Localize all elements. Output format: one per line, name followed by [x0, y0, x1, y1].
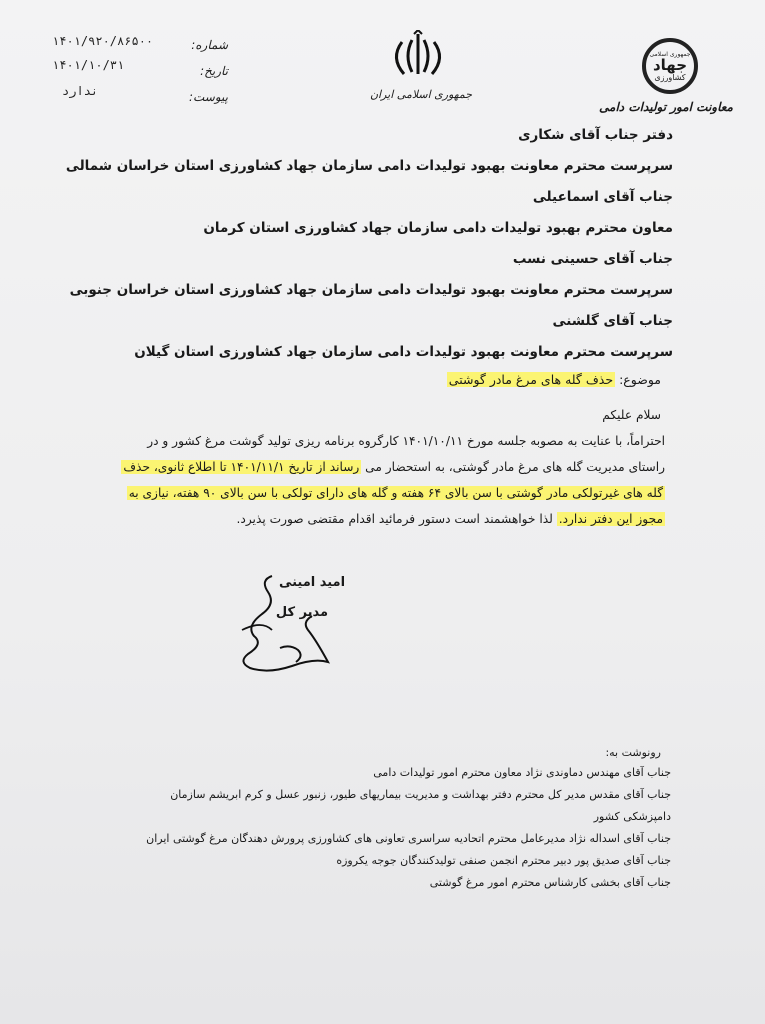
- cc-line: جناب آقای صدیق پور دبیر محترم انجمن صنفی تولیدکنندگان جوجه یکروزه: [336, 854, 671, 867]
- cc-heading: رونوشت به:: [605, 746, 661, 759]
- logo-top-text: جمهوری اسلامی: [649, 50, 691, 58]
- cc-line: جناب آقای مقدس مدیر کل محترم دفتر بهداشت و مدیریت بیماریهای طیور، زنبور عسل و کرم ابریشم سازمان: [170, 788, 671, 801]
- letter-number-label: شماره:: [191, 38, 228, 52]
- addressee-line: جناب آقای گلشنی: [552, 313, 673, 329]
- logo-text: جهاد: [652, 55, 688, 74]
- body-highlight: مجوز این دفتر ندارد.: [558, 512, 663, 526]
- signer-title: مدیر کل: [275, 605, 329, 620]
- addressee-block: [53, 120, 673, 368]
- letter-date-label: تاریخ:: [200, 64, 228, 78]
- salutation: سلام علیکم: [602, 408, 661, 422]
- addressee-line: دفتر جناب آقای شکاری: [518, 127, 673, 143]
- addressee-line: سرپرست محترم معاونت بهبود تولیدات دامی سازمان جهاد کشاورزی استان گیلان: [134, 344, 673, 360]
- addressee-line: جناب آقای حسینی نسب: [512, 251, 673, 267]
- subject-label: موضوع:: [619, 372, 661, 387]
- letter-number-value: ۱۴۰۱/۹۲۰/۸۶۵۰۰: [52, 34, 154, 48]
- subject-text: حذف گله های مرغ مادر گوشتی: [448, 372, 614, 387]
- body-line: [65, 480, 665, 506]
- body-text: لذا خواهشمند است دستور فرمائید اقدام مقتضی صورت پذیرد.: [236, 512, 553, 526]
- body-highlight: رساند از تاریخ ۱۴۰۱/۱۱/۱ تا اطلاع ثانوی، حذف: [123, 460, 360, 474]
- body-line: احتراماً، با عنایت به مصوبه جلسه مورخ ۱۴۰۱/۱۰/۱۱ کارگروه برنامه ریزی تولید گوشت مرغ کشور و در: [147, 434, 665, 448]
- signer-name: امید امینی: [278, 575, 346, 590]
- emblem-caption: جمهوری اسلامی ایران: [369, 88, 473, 101]
- letter-attachment-value: ندارد: [62, 84, 99, 98]
- addressee-line: معاون محترم بهبود تولیدات دامی سازمان جهاد کشاورزی استان کرمان: [203, 220, 673, 236]
- cc-line: جناب آقای بخشی کارشناس محترم امور مرغ گوشتی: [429, 876, 671, 889]
- addressee-line: سرپرست محترم معاونت بهبود تولیدات دامی سازمان جهاد کشاورزی استان خراسان شمالی: [65, 158, 673, 174]
- cc-list: [51, 762, 671, 894]
- signature-scribble: [232, 570, 352, 689]
- addressee-line: جناب آقای اسماعیلی: [532, 189, 673, 205]
- body-line: [65, 454, 665, 480]
- jihad-logo: [642, 38, 698, 94]
- subject-line: [447, 372, 661, 387]
- body-line: [65, 506, 665, 532]
- logo-subtext: کشاورزی: [654, 72, 686, 82]
- cc-line: جناب آقای اسداله نژاد مدیرعامل محترم اتحادیه سراسری تعاونی های کشاورزی پرورش دهندگان مرغ گوشتی ایران: [146, 832, 671, 845]
- cc-line: جناب آقای مهندس دماوندی نژاد معاون محترم امور تولیدات دامی: [373, 766, 671, 779]
- cc-line: دامپزشکی کشور: [593, 810, 671, 823]
- letter-date-value: ۱۴۰۱/۱۰/۳۱: [52, 58, 125, 72]
- body-highlight: گله های غیرتولکی مادر گوشتی با سن بالای ۶۴ هفته و گله های دارای تولکی با سن بالای ۹۰ هفته، نیازی به: [128, 486, 663, 500]
- letter-attachment-label: پیوست:: [188, 90, 228, 104]
- iran-emblem-icon: [388, 30, 448, 84]
- department-name: معاونت امور تولیدات دامی: [599, 100, 733, 114]
- body-text: راستای مدیریت گله های مرغ مادر گوشتی، به استحضار می: [365, 460, 665, 474]
- addressee-line: سرپرست محترم معاونت بهبود تولیدات دامی سازمان جهاد کشاورزی استان خراسان جنوبی: [69, 282, 673, 298]
- letter-body: [65, 428, 665, 532]
